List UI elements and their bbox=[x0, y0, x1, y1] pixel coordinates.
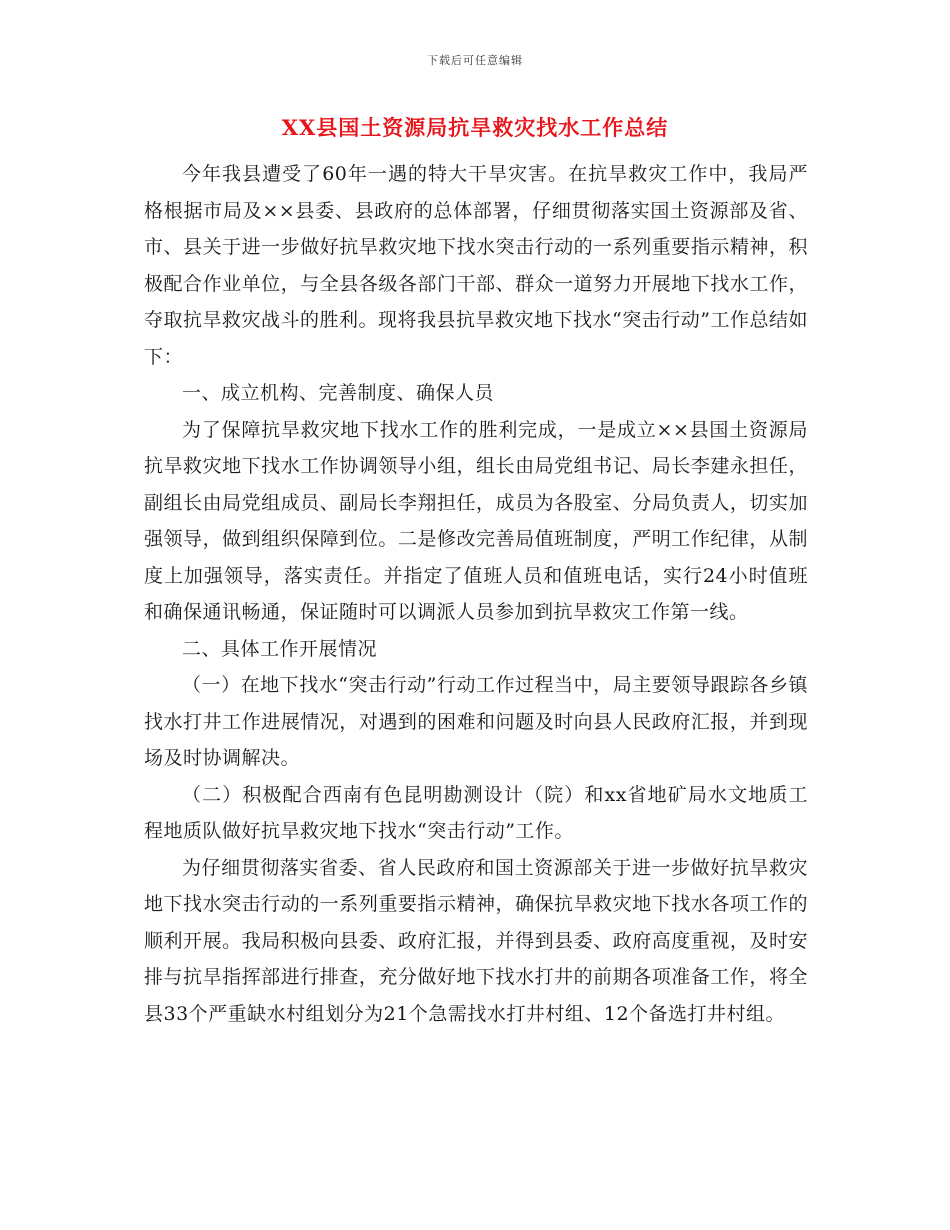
document-body bbox=[144, 156, 808, 1032]
paragraph-implementation: 为仔细贯彻落实省委、省人民政府和国土资源部关于进一步做好抗旱救灾地下找水突击行动的一系列重要指示精神，确保抗旱救灾地下找水各项工作的顺利开展。我局积极向县委、政府汇报，并得到县委、政府高度重视，及时安排与抗旱指挥部进行排查，充分做好地下找水打井的前期各项准备工作，将全县33个严重缺水村组划分为21个急需找水打井村组、12个备选打井村组。 bbox=[144, 856, 808, 1025]
section-heading-1: 一、成立机构、完善制度、确保人员 bbox=[182, 382, 495, 404]
paragraph-intro: 今年我县遭受了60年一遇的特大干旱灾害。在抗旱救灾工作中，我局严格根据市局及××县委、县政府的总体部署，仔细贯彻落实国土资源部及省、市、县关于进一步做好抗旱救灾地下找水突击行动的一系列重要指示精神，积极配合作业单位，与全县各级各部门干部、群众一道努力开展地下找水工作，夺取抗旱救灾战斗的胜利。现将我县抗旱救灾地下找水“突击行动”工作总结如下： bbox=[144, 163, 808, 368]
paragraph-subsection-2: （二）积极配合西南有色昆明勘测设计（院）和xx省地矿局水文地质工程地质队做好抗旱救灾地下找水“突击行动”工作。 bbox=[144, 783, 808, 842]
section-heading-2: 二、具体工作开展情况 bbox=[182, 637, 378, 660]
paragraph-subsection-1: （一）在地下找水“突击行动”行动工作过程当中，局主要领导跟踪各乡镇找水打井工作进展情况，对遇到的困难和问题及时向县人民政府汇报，并到现场及时协调解决。 bbox=[144, 674, 808, 769]
document-title: XX县国土资源局抗旱救灾找水工作总结 bbox=[281, 115, 669, 140]
header-note: 下载后可任意编辑 bbox=[427, 54, 523, 67]
paragraph-section-1: 为了保障抗旱救灾地下找水工作的胜利完成，一是成立××县国土资源局抗旱救灾地下找水工作协调领导小组，组长由局党组书记、局长李建永担任，副组长由局党组成员、副局长李翔担任，成员为各股室、分局负责人，切实加强领导，做到组织保障到位。二是修改完善局值班制度，严明工作纪律，从制度上加强领导，落实责任。并指定了值班人员和值班电话，实行24小时值班和确保通讯畅通，保证随时可以调派人员参加到抗旱救灾工作第一线。 bbox=[144, 418, 808, 623]
